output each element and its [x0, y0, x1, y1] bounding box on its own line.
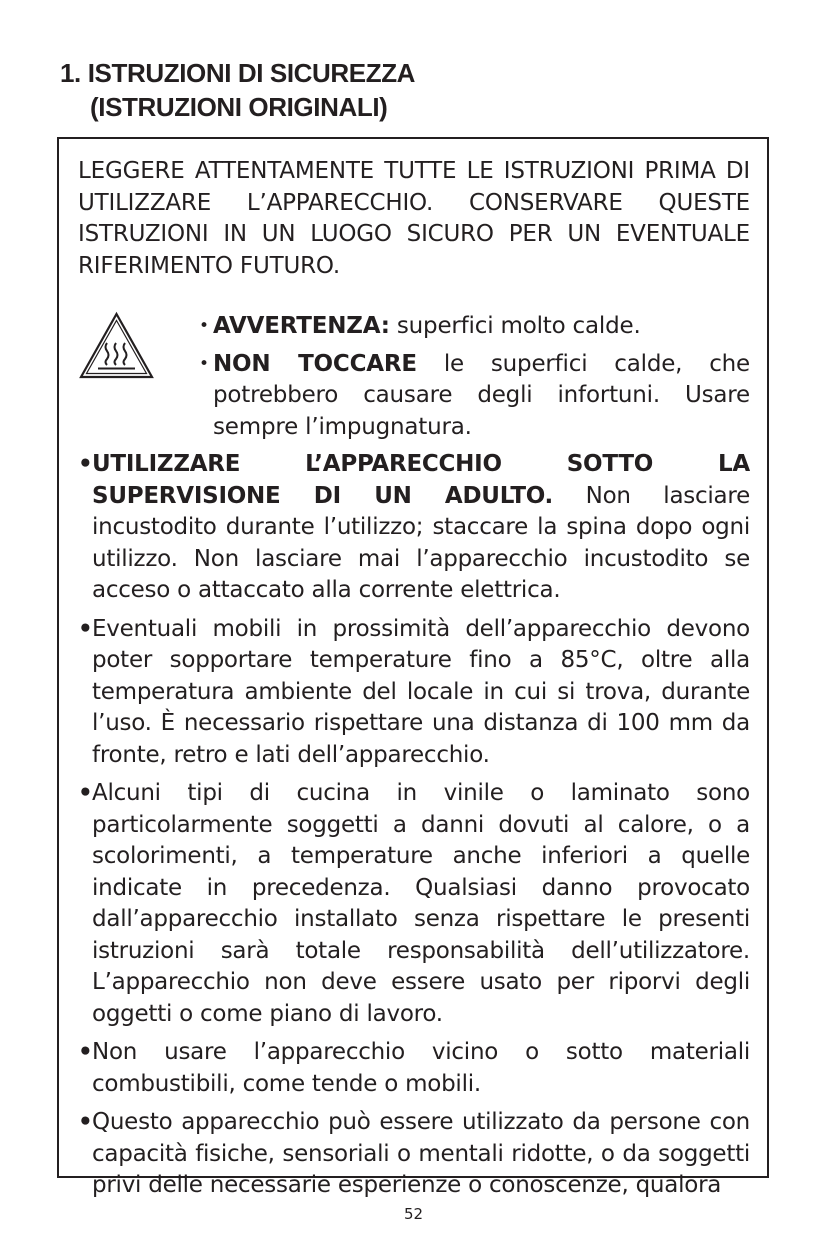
warning-item-bold: NON TOCCARE — [213, 350, 417, 377]
section-heading-line1: 1. ISTRUZIONI DI SICUREZZA — [60, 58, 416, 88]
instruction-item-text: Questo apparecchio può essere utilizzato da persone con capacità fisiche, sensoriali o mentali ridotte, o da soggetti privi delle necessarie esperienze o conoscenze, qualora — [92, 1109, 750, 1198]
instruction-item — [78, 614, 750, 772]
section-heading — [60, 56, 415, 124]
bullet: • — [78, 780, 93, 806]
warning-item-text: superfici molto calde. — [389, 313, 641, 339]
warning-item-text: le superfici calde, che potrebbero causare degli infortuni. Usare sempre l’impugnatura. — [213, 350, 750, 440]
warning-item-bold: AVVERTENZA: — [213, 313, 390, 339]
instruction-list — [78, 449, 750, 1209]
section-heading-line2: (ISTRUZIONI ORIGINALI) — [90, 92, 388, 122]
intro-paragraph: LEGGERE ATTENTAMENTE TUTTE LE ISTRUZIONI PRIMA DI UTILIZZARE L’APPARECCHIO. CONSERVARE QUESTE ISTRUZIONI IN UN LUOGO SICURO PER UN EVENTUALE RIFERIMENTO FUTURO. — [78, 158, 750, 279]
bullet: • — [78, 451, 93, 477]
instruction-item-bold: UTILIZZARE L’APPARECCHIO SOTTO LA SUPERVISIONE DI UN ADULTO. — [92, 451, 750, 509]
safety-instructions-box — [57, 137, 769, 1198]
warning-item — [199, 349, 750, 444]
instruction-item — [78, 1037, 750, 1100]
bullet: • — [199, 316, 209, 336]
bullet: • — [199, 353, 209, 374]
warning-item — [199, 311, 750, 343]
hot-surface-warning-icon — [78, 311, 155, 381]
bullet: • — [78, 1109, 93, 1135]
instruction-item-text: Alcuni tipi di cucina in vinile o laminato sono particolarmente soggetti a danni dovuti al calore, o a scolorimenti, a temperature anche inferiori a quelle indicate in precedenza. Qualsiasi danno provocato dall’apparecchio installato senza rispettare le presenti istruzioni sarà totale responsabilità dell’utilizzatore. L’apparecchio non deve essere usato per riporvi degli oggetti o come piano di lavoro. — [92, 780, 750, 1027]
page-number: 52 — [403, 1205, 424, 1223]
instruction-item — [78, 1107, 750, 1202]
instruction-item-text: Non lasciare incustodito durante l’utilizzo; staccare la spina dopo ogni utilizzo. Non lasciare mai l’apparecchio incustodito se acceso o attaccato alla corrente elettrica. — [92, 482, 750, 603]
bullet: • — [78, 1039, 93, 1065]
instruction-item-text: Eventuali mobili in prossimità dell’apparecchio devono poter sopportare temperature fino a 85°C, oltre alla temperatura ambiente del locale in cui si trova, durante l’uso. È necessario rispettare una distanza di 100 mm da fronte, retro e lati dell’apparecchio. — [92, 615, 750, 768]
instruction-item — [78, 449, 750, 607]
warning-list — [199, 311, 750, 449]
bullet: • — [78, 615, 93, 642]
instruction-item-text: Non usare l’apparecchio vicino o sotto materiali combustibili, come tende o mobili. — [92, 1039, 750, 1097]
instruction-item — [78, 778, 750, 1030]
